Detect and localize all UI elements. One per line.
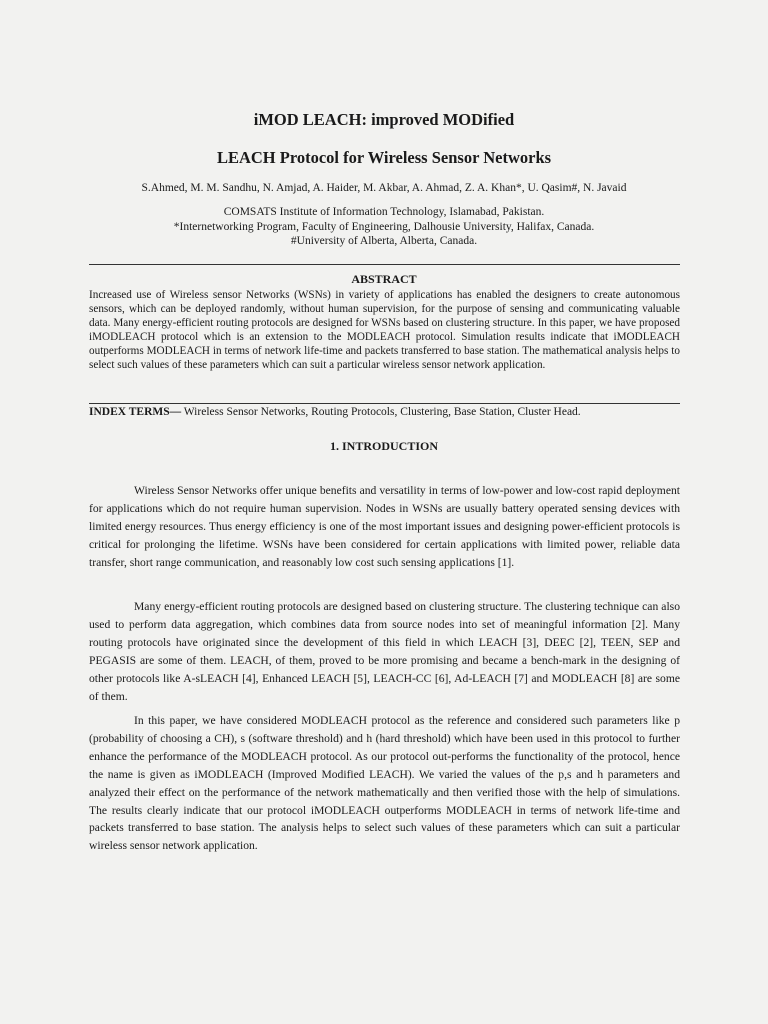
intro-paragraph-3: In this paper, we have considered MODLEACH protocol as the reference and considered such parameters like p (probability of choosing a CH), s (software threshold) and h (hard threshold) which have been used in this protocol to further enhance the performance of the MODLEACH protocol. As our protocol out-performs the functionality of the protocol, hence the name is given as iMODLEACH (Improved Modified LEACH). We varied the values of the p,s and h parameters and analyzed their effect on the performance of the network mathematically and then verified those with the help of simulations. The results clearly indicate that our protocol iMODLEACH outperforms MODLEACH in terms of network life-time and packets transferred to base station. The analysis helps to select such values of these parameters which can suit a particular wireless sensor network application. bbox=[89, 714, 680, 853]
index-terms bbox=[89, 406, 689, 418]
intro-paragraph-2: Many energy-efficient routing protocols are designed based on clustering structure. The clustering technique can also used to perform data aggregation, which combines data from source nodes into set of meaningful information [2]. Many routing protocols have originated since the development of this field in which LEACH [3], DEEC [2], TEEN, SEP and PEGASIS are some of them. LEACH, of them, proved to be more promising and became a bench-mark in the designing of other protocols like A-sLEACH [4], Enhanced LEACH [5], LEACH-CC [6], Ad-LEACH [7] and MODLEACH [8] are some of them. bbox=[89, 600, 680, 703]
abstract-heading: ABSTRACT bbox=[351, 272, 417, 286]
affiliation-1: COMSATS Institute of Information Technology, Islamabad, Pakistan. bbox=[223, 206, 545, 218]
abstract-top-rule bbox=[89, 264, 680, 265]
affiliation-3: #University of Alberta, Alberta, Canada. bbox=[290, 235, 478, 247]
index-terms-label: INDEX TERMS— bbox=[89, 406, 182, 418]
section-heading-introduction: 1. INTRODUCTION bbox=[329, 439, 438, 453]
abstract-bottom-rule bbox=[89, 403, 680, 404]
affiliation-2: *Internetworking Program, Faculty of Engineering, Dalhousie University, Halifax, Canada. bbox=[173, 221, 595, 233]
abstract-text: Increased use of Wireless sensor Networks (WSNs) in variety of applications has enabled the designers to create autonomous sensors, which can be deployed randomly, without human supervision, for the purpose of sensing and communicating valuable data. Many energy-efficient routing protocols are designed for WSNs based on clustering structure. In this paper, we have proposed iMODLEACH protocol which is an extension to the MODLEACH protocol. Simulation results indicate that iMODLEACH outperforms MODLEACH in terms of network life-time and packets transferred to base station. The mathematical analysis helps to select such values of these parameters which can suit a particular wireless sensor network application. bbox=[89, 289, 680, 371]
intro-paragraph-1: Wireless Sensor Networks offer unique benefits and versatility in terms of low-power and low-cost rapid deployment for applications which do not require human supervision. Nodes in WSNs are usually battery operated sensing devices with limited energy resources. Thus energy efficiency is one of the most important issues and designing power-efficient protocols is critical for prolonging the lifetime. WSNs have been considered for certain applications with limited power, reliable data transfer, short range communication, and reasonably low cost such sensing applications [1]. bbox=[89, 484, 680, 569]
author-list: S.Ahmed, M. M. Sandhu, N. Amjad, A. Haider, M. Akbar, A. Ahmad, Z. A. Khan*, U. Qasim#, N. Javaid bbox=[141, 182, 627, 194]
paper-title-line-1: iMOD LEACH: improved MODified bbox=[253, 110, 515, 129]
index-terms-text: Wireless Sensor Networks, Routing Protocols, Clustering, Base Station, Cluster Head. bbox=[181, 406, 581, 418]
paper-title-line-2: LEACH Protocol for Wireless Sensor Networks bbox=[216, 148, 552, 167]
